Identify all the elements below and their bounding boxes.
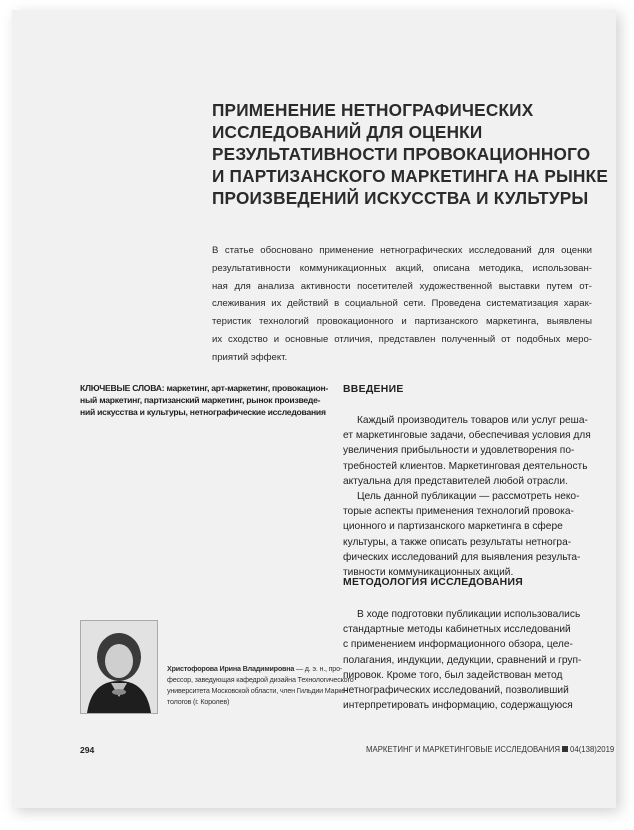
paragraph-line: Каждый производитель товаров или услуг реша- [357,415,588,426]
section-body-introduction [343,413,598,580]
abstract-line: В статье обосновано применение нетнографических исследований для оценки [212,245,592,256]
author-portrait-icon [81,621,157,713]
section-heading-methodology: МЕТОДОЛОГИЯ ИССЛЕДОВАНИЯ [343,577,523,588]
abstract-line: слеживания их действий в социальной сети. Проведена систематизация харак- [212,298,592,310]
paragraph-line: полагания, индукции, дедукции, сравнений и груп- [343,654,582,666]
author-photo [80,620,158,714]
paragraph-line: культуры, а также описать результаты нетногра- [343,536,572,548]
abstract [212,242,592,367]
square-separator-icon [562,746,568,752]
journal-page [12,10,616,808]
paragraph-line: ет маркетинговые задачи, обеспечивая условия для [343,430,591,442]
keywords-line [80,382,330,394]
keywords-line: ний искусства и культуры, нетнографические исследования [80,407,326,417]
author-line: тологов (г. Королев) [167,697,230,706]
paragraph-line: ционного и партизанского маркетинга в сфере [343,521,563,533]
abstract-line: ная для анализа активности посетителей художественной выставки путем от- [212,280,592,292]
keywords-label: КЛЮЧЕВЫЕ СЛОВА: [80,383,165,393]
paragraph-line: нетнографических исследований, позволивший [343,685,569,697]
title-line: И ПАРТИЗАНСКОГО МАРКЕТИНГА НА РЫНКЕ [212,166,609,186]
paragraph-line: требностей клиентов. Маркетинговая деятельность [343,460,588,472]
journal-footer [366,745,615,754]
journal-issue: 04(138)2019 [570,745,615,754]
paragraph-line: тивности коммуникационных акций. [343,567,514,579]
abstract-line: теристик технологий провокационного и партизанского маркетинга, выявлены [212,316,592,328]
author-info [167,663,354,707]
author-line: фессор, заведующая кафедрой дизайна Технологического [167,675,354,684]
article-title [212,99,609,209]
abstract-line: приятий эффект. [212,351,288,363]
paragraph-line: пировок. Кроме того, был задействован метод [343,669,563,681]
page-number: 294 [80,745,95,755]
paragraph-line: фических исследований для выявления результа- [343,551,581,563]
title-line: ПРИМЕНЕНИЕ НЕТНОГРАФИЧЕСКИХ [212,100,534,120]
keywords-line: ный маркетинг, партизанский маркетинг, рынок произведе- [80,395,321,405]
author-line: университета Московской области, член Гильдии Марке- [167,686,348,695]
abstract-line: их сходство и основные отличия, представлен полученный от подобных меро- [212,333,592,345]
paragraph-line: стандартные методы кабинетных исследований [343,624,571,636]
keywords-block [80,382,330,418]
author-name: Христофорова Ирина Владимировна [167,664,295,673]
paragraph-line: интерпретировать информацию, содержащуюся [343,700,573,712]
abstract-line: результативности коммуникационных акций, описана методика, использован- [212,262,592,274]
paragraph-line: актуальна для представителей любой отрасли. [343,475,568,487]
journal-name: МАРКЕТИНГ И МАРКЕТИНГОВЫЕ ИССЛЕДОВАНИЯ [366,745,561,754]
paragraph-line: Цель данной публикации — рассмотреть неко- [357,491,580,503]
title-line: ПРОИЗВЕДЕНИЙ ИСКУССТВА И КУЛЬТУРЫ [212,188,589,208]
keywords-text: маркетинг, арт-маркетинг, провокацион- [164,383,329,393]
paragraph-line: В ходе подготовки публикации использовались [357,609,581,620]
section-body-methodology [343,607,598,713]
title-line: РЕЗУЛЬТАТИВНОСТИ ПРОВОКАЦИОННОГО [212,144,591,164]
section-heading-introduction: ВВЕДЕНИЕ [343,384,404,395]
paragraph-line: увеличения прибыльности и удовлетворения по- [343,445,575,457]
title-line: ИССЛЕДОВАНИЙ ДЛЯ ОЦЕНКИ [212,122,483,142]
paragraph-line: с применением информационного обзора, целе- [343,639,573,651]
author-line [167,663,343,674]
author-title: — д. э. н., про- [294,664,343,673]
paragraph-line: торые аспекты применения технологий провока- [343,506,574,518]
